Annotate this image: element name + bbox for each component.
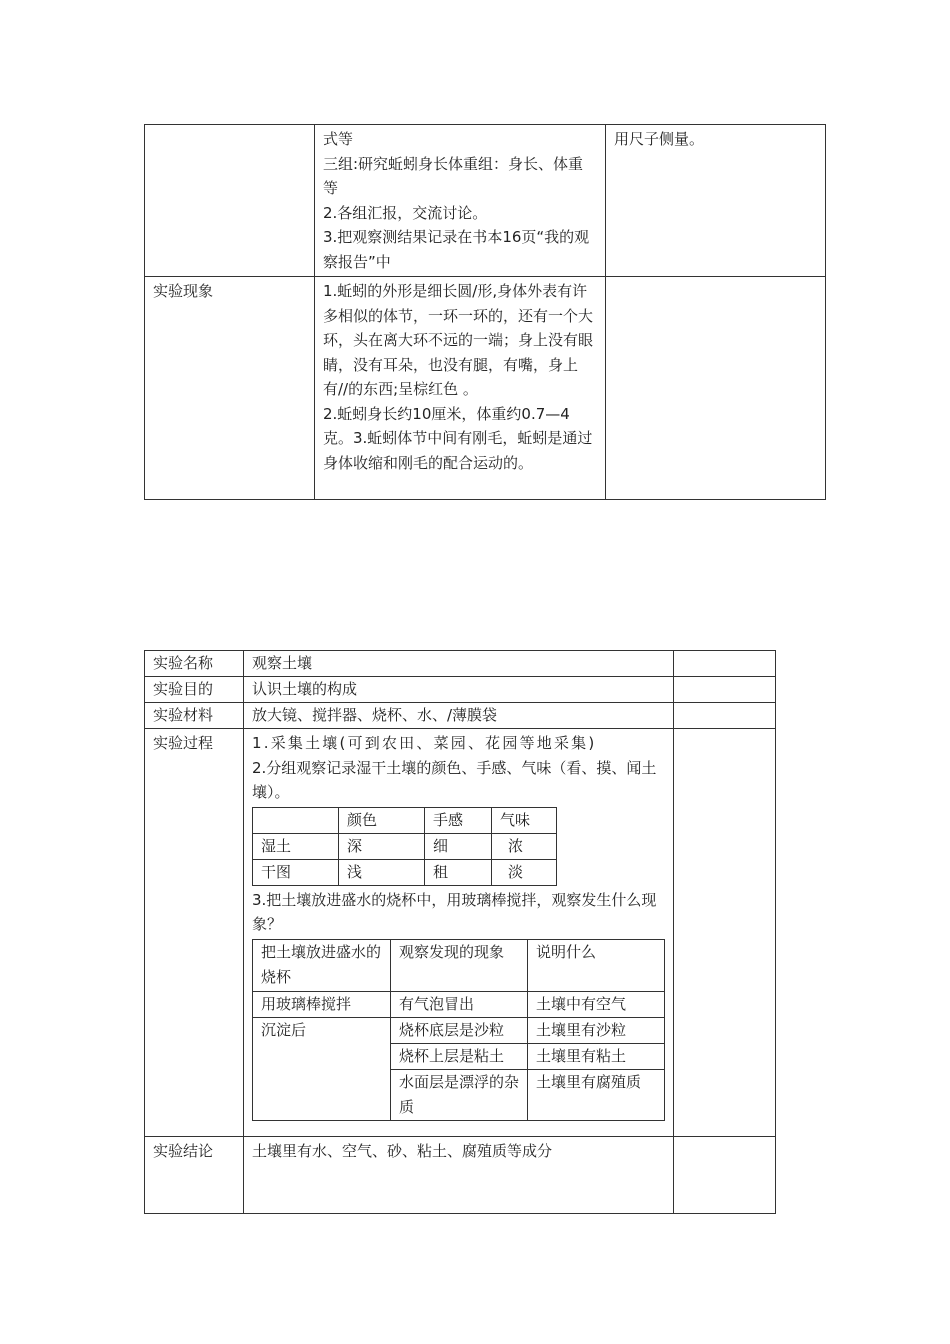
step-1: 1.采集土壤(可到农田、菜园、花园等地采集) <box>252 734 597 752</box>
text-line: 式等 <box>323 130 354 148</box>
table-row <box>253 807 557 833</box>
row-label: 实验材料 <box>145 703 244 729</box>
row-label: 实验目的 <box>145 677 244 703</box>
text-line: 3.把观察测结果记录在书本16页“我的观察报告”中 <box>323 228 590 271</box>
table-cell: 深 <box>339 833 425 859</box>
table-header: 说明什么 <box>528 939 665 991</box>
table-cell: 租 <box>425 859 492 885</box>
table-row <box>145 125 826 277</box>
table-row <box>145 703 776 729</box>
step-2: 2.分组观察记录湿干土壤的颜色、手感、气味（看、摸、闻土壤）。 <box>252 758 657 801</box>
row-label: 实验名称 <box>145 651 244 677</box>
table-row <box>145 729 776 1137</box>
table-header: 气味 <box>492 807 557 833</box>
row-value: 观察土壤 <box>244 651 674 677</box>
table-cell: 水面层是漂浮的杂质 <box>391 1069 528 1120</box>
table-header: 颜色 <box>339 807 425 833</box>
table-cell: 土壤里有粘土 <box>528 1043 665 1069</box>
empty-cell <box>674 703 776 729</box>
table-row <box>145 277 826 500</box>
empty-cell <box>674 729 776 1137</box>
note-cell: 用尺子侧量。 <box>606 125 826 277</box>
text-line: 2.蚯蚓身长约10厘米，体重约0.7—4克。3.蚯蚓体节中间有刚毛，蚯蚓是通过身体收缩和刚毛的配合运动的。 <box>323 404 593 472</box>
table-cell: 沉淀后 <box>253 1017 391 1120</box>
table-row <box>253 859 557 885</box>
text-line: 1.蚯蚓的外形是细长圆/形,身体外表有许多相似的体节，一环一环的，还有一个大环，头在离大环不远的一端；身上没有眼睛，没有耳朵，也没有腿，有嘴，身上有//的东西;呈棕红色 。 <box>323 282 594 398</box>
table-cell: 干图 <box>253 859 339 885</box>
experiment-table-earthworm <box>144 124 826 500</box>
table-cell: 烧杯上层是粘土 <box>391 1043 528 1069</box>
table-row <box>145 651 776 677</box>
row-label <box>145 125 315 277</box>
experiment-table-soil <box>144 650 776 1214</box>
table-cell: 土壤里有沙粒 <box>528 1017 665 1043</box>
note-cell <box>606 277 826 500</box>
row-value: 土壤里有水、空气、砂、粘土、腐殖质等成分 <box>244 1137 674 1214</box>
row-value: 认识土壤的构成 <box>244 677 674 703</box>
table-header: 手感 <box>425 807 492 833</box>
table-cell: 浓 <box>492 833 557 859</box>
table-cell: 有气泡冒出 <box>391 991 528 1017</box>
text-line: 2.各组汇报，交流讨论。 <box>323 203 488 222</box>
empty-cell <box>674 1137 776 1214</box>
table-cell: 湿土 <box>253 833 339 859</box>
table-cell: 细 <box>425 833 492 859</box>
table-cell <box>253 807 339 833</box>
table-row <box>145 677 776 703</box>
table-row <box>253 1017 665 1043</box>
process-cell <box>244 729 674 1137</box>
row-value: 放大镜、搅拌器、烧杯、水、/薄膜袋 <box>244 703 674 729</box>
empty-cell <box>674 677 776 703</box>
table-row <box>253 991 665 1017</box>
table-row <box>253 833 557 859</box>
procedure-cell <box>315 125 606 277</box>
soil-observation-table <box>252 807 557 886</box>
text-line: 三组:研究蚯蚓身长体重组：身长、体重等 <box>323 154 584 197</box>
row-label: 实验结论 <box>145 1137 244 1214</box>
table-cell: 土壤里有腐殖质 <box>528 1069 665 1120</box>
table-row <box>145 1137 776 1214</box>
table-cell: 浅 <box>339 859 425 885</box>
phenomenon-cell <box>315 277 606 500</box>
table-header: 观察发现的现象 <box>391 939 528 991</box>
row-label: 实验过程 <box>145 729 244 1137</box>
empty-cell <box>674 651 776 677</box>
row-label: 实验现象 <box>145 277 315 500</box>
step-3: 3.把土壤放进盛水的烧杯中，用玻璃棒搅拌，观察发生什么现象？ <box>252 890 657 933</box>
table-cell: 烧杯底层是沙粒 <box>391 1017 528 1043</box>
table-cell: 土壤中有空气 <box>528 991 665 1017</box>
table-row <box>253 939 665 991</box>
stirring-observation-table <box>252 939 665 1121</box>
table-cell: 淡 <box>492 859 557 885</box>
table-cell: 用玻璃棒搅拌 <box>253 991 391 1017</box>
table-header: 把土壤放进盛水的烧杯 <box>253 939 391 991</box>
